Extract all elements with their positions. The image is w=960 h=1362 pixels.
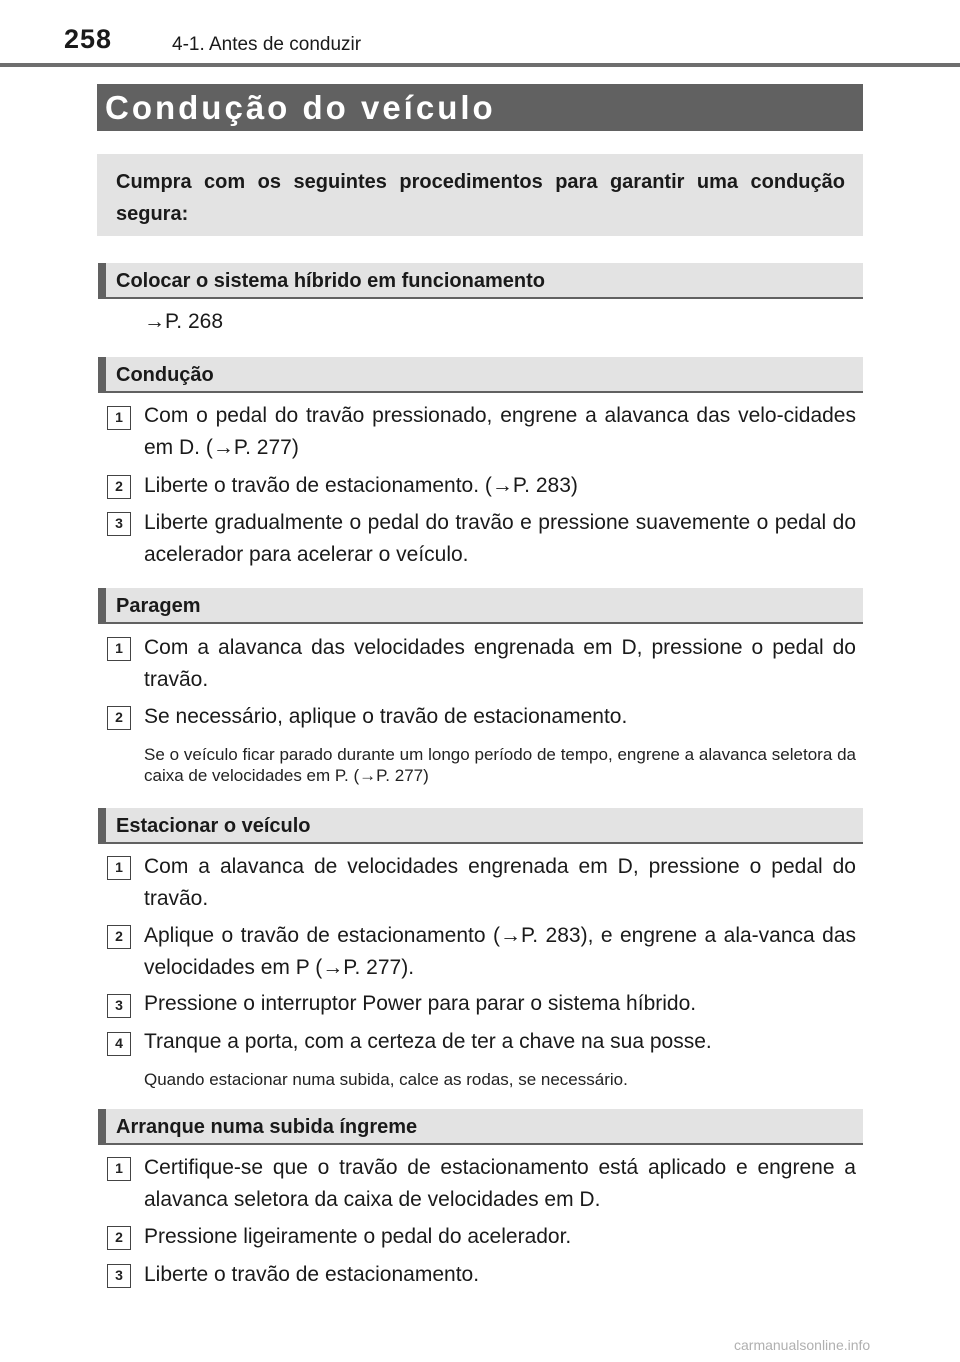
- step-text: Com o pedal do travão pressionado, engrene a alavanca das velo-cidades em D. (→P. 277): [144, 404, 856, 459]
- step-number: 1: [107, 856, 131, 880]
- page-reference-link[interactable]: →P. 268: [144, 310, 224, 333]
- note-text: Quando estacionar numa subida, calce as rodas, se necessário.: [144, 1070, 628, 1089]
- step-number: 2: [107, 706, 131, 730]
- step-number: 3: [107, 512, 131, 536]
- step-text: Com a alavanca das velocidades engrenada em D, pressione o pedal do travão.: [144, 636, 856, 691]
- step-number: 2: [107, 1226, 131, 1250]
- heading-parking: Estacionar o veículo: [98, 808, 863, 844]
- step-number: 1: [107, 406, 131, 430]
- intro-text: Cumpra com os seguintes procedimentos para garantir uma condução segura:: [116, 171, 845, 225]
- heading-start-hybrid: Colocar o sistema híbrido em funcionamento: [98, 263, 863, 299]
- page-title: Condução do veículo: [97, 84, 863, 131]
- step-number: 1: [107, 1157, 131, 1181]
- step-text: Pressione o interruptor Power para parar o sistema híbrido.: [144, 992, 697, 1015]
- step-text: Tranque a porta, com a certeza de ter a chave na sua posse.: [144, 1030, 712, 1053]
- note-text: Se o veículo ficar parado durante um longo período de tempo, engrene a alavanca seletora da caixa de velocidades em P. (→P. 277): [144, 745, 856, 785]
- page-header: [0, 0, 960, 68]
- step-number: 4: [107, 1032, 131, 1056]
- watermark: carmanualsonline.info: [734, 1337, 871, 1353]
- heading-stopping: Paragem: [98, 588, 863, 624]
- heading-hill-start: Arranque numa subida íngreme: [98, 1109, 863, 1145]
- step-number: 3: [107, 1264, 131, 1288]
- step-text: Se necessário, aplique o travão de estacionamento.: [144, 705, 628, 728]
- heading-driving: Condução: [98, 357, 863, 393]
- step-text: Liberte o travão de estacionamento.: [144, 1263, 480, 1286]
- step-text: Pressione ligeiramente o pedal do acelerador.: [144, 1225, 572, 1248]
- step-number: 3: [107, 994, 131, 1018]
- intro-box: [97, 154, 863, 236]
- step-number: 1: [107, 637, 131, 661]
- header-divider: [0, 63, 960, 67]
- step-text: Com a alavanca de velocidades engrenada em D, pressione o pedal do travão.: [144, 855, 856, 910]
- step-text: Aplique o travão de estacionamento (→P. 283), e engrene a ala-vanca das velocidades em P (→P. 277).: [144, 924, 856, 979]
- step-text: Certifique-se que o travão de estacionamento está aplicado e engrene a alavanca seletora da caixa de velocidades em D.: [144, 1156, 856, 1211]
- section-label: 4-1. Antes de conduzir: [172, 34, 362, 55]
- step-number: 2: [107, 925, 131, 949]
- page-number: 258: [64, 24, 113, 54]
- step-number: 2: [107, 475, 131, 499]
- step-text: Liberte gradualmente o pedal do travão e pressione suavemente o pedal do acelerador para acelerar o veículo.: [144, 511, 856, 566]
- step-text: Liberte o travão de estacionamento. (→P. 283): [144, 474, 578, 497]
